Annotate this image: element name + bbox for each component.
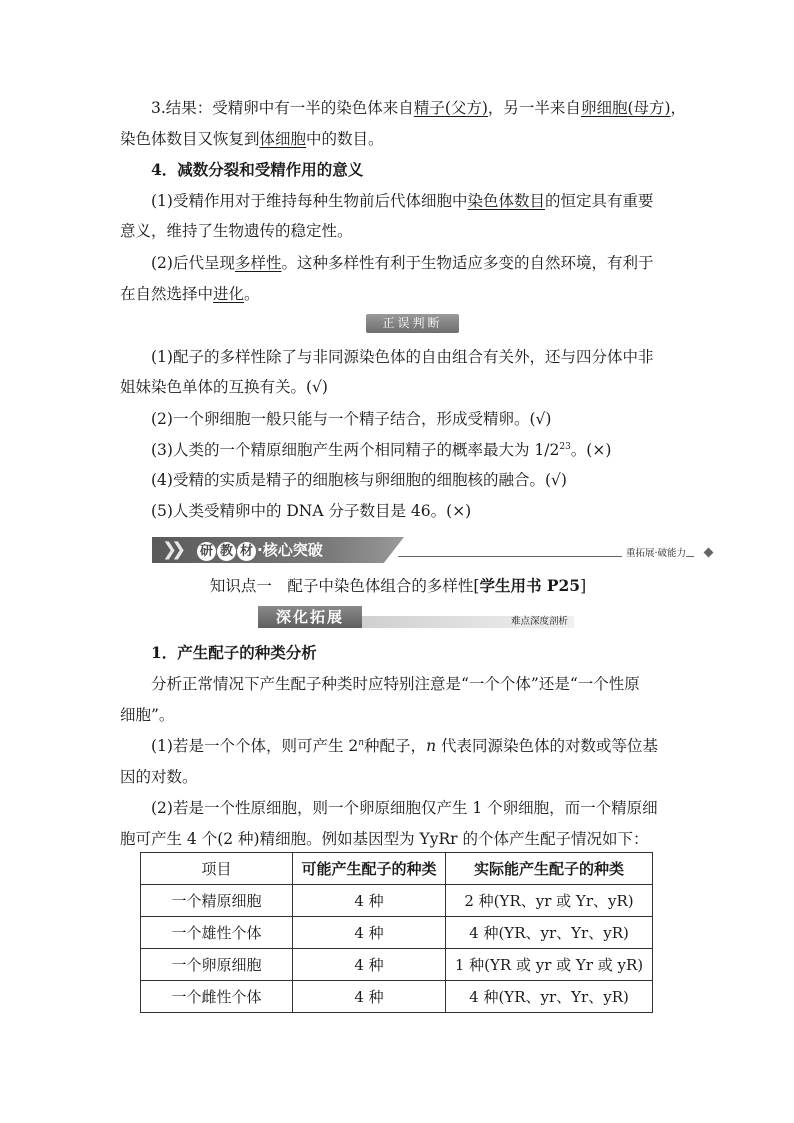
banner-subtitle: 重拓展·破能力 bbox=[622, 545, 686, 559]
significance-p2-line1: (2)后代呈现多样性。这种多样性有利于生物适应多变的自然环境，有利于 bbox=[151, 254, 654, 272]
significance-p2-line2: 在自然选择中进化。 bbox=[120, 285, 260, 303]
diamond-icon bbox=[704, 548, 714, 558]
table-cell: 4 种(YR、yr、Yr、yR) bbox=[446, 981, 653, 1013]
table-header-cell: 实际能产生配子的种类 bbox=[446, 853, 653, 885]
analysis-p3-line2: 胞可产生 4 个(2 种)精细胞。例如基因型为 YyRr 的个体产生配子情况如下： bbox=[120, 830, 649, 848]
table-cell: 2 种(YR、yr 或 Yr、yR) bbox=[446, 885, 653, 917]
table-header-row bbox=[141, 853, 653, 885]
table-header-cell: 可能产生配子的种类 bbox=[293, 853, 446, 885]
table-cell: 一个卵原细胞 bbox=[141, 949, 293, 981]
underline-chromosome-number: 染色体数目 bbox=[467, 192, 545, 210]
significance-p1-line2: 意义，维持了生物遗传的稳定性。 bbox=[120, 222, 353, 240]
true-false-badge: 正误判断 bbox=[366, 314, 459, 333]
analysis-p1-line1: 分析正常情况下产生配子种类时应特别注意是“一个个体”还是“一个性原 bbox=[151, 675, 640, 693]
analysis-p1-line2: 细胞”。 bbox=[120, 706, 175, 724]
sub-banner-subtitle: 难点深度剖析 bbox=[510, 616, 568, 627]
gamete-types-table bbox=[140, 852, 653, 1013]
sub-banner bbox=[258, 606, 574, 628]
table-header-cell: 项目 bbox=[141, 853, 293, 885]
underline-somatic: 体细胞 bbox=[259, 130, 307, 148]
table-row bbox=[141, 917, 653, 949]
table-cell: 一个雄性个体 bbox=[141, 917, 293, 949]
table-cell: 4 种(YR、yr、Yr、yR) bbox=[446, 917, 653, 949]
knowledge-point-title: 知识点一 配子中染色体组合的多样性[学生用书 P25] bbox=[209, 576, 587, 595]
judge-q3: (3)人类的一个精原细胞产生两个相同精子的概率最大为 $1/2^{23}$。(×) bbox=[151, 441, 612, 459]
significance-heading: 4．减数分裂和受精作用的意义 bbox=[151, 160, 364, 179]
judge-q4: (4)受精的实质是精子的细胞核与卵细胞的细胞核的融合。(√) bbox=[151, 471, 567, 489]
sub-banner-title: 深化拓展 bbox=[258, 606, 362, 628]
underline-sperm: 精子(父方) bbox=[413, 99, 488, 117]
banner-title: 研 教 材 ·核心突破 bbox=[197, 540, 323, 560]
analysis-p2-line1: (1)若是一个个体，则可产生 2$^n$种配子，n 代表同源染色体的对数或等位基 bbox=[151, 737, 658, 755]
analysis-p3-line1: (2)若是一个性原细胞，则一个卵原细胞仅产生 1 个卵细胞，而一个精原细 bbox=[151, 799, 658, 817]
judge-q5: (5)人类受精卵中的 DNA 分子数目是 46。(×) bbox=[151, 502, 472, 520]
table-cell: 4 种 bbox=[293, 949, 446, 981]
table-cell: 一个雌性个体 bbox=[141, 981, 293, 1013]
table-row bbox=[141, 981, 653, 1013]
analysis-p2-line2: 因的对数。 bbox=[120, 768, 198, 786]
underline-evolution: 进化 bbox=[213, 285, 245, 303]
analysis-heading: 1．产生配子的种类分析 bbox=[151, 643, 317, 662]
table-cell: 1 种(YR 或 yr 或 Yr 或 yR) bbox=[446, 949, 653, 981]
table-row bbox=[141, 885, 653, 917]
table-cell: 4 种 bbox=[293, 981, 446, 1013]
underline-diversity: 多样性 bbox=[234, 254, 282, 272]
judge-q1-line1: (1)配子的多样性除了与非同源染色体的自由组合有关外，还与四分体中非 bbox=[151, 348, 654, 366]
judge-q1-line2: 姐妹染色单体的互换有关。(√) bbox=[120, 378, 328, 396]
table-row bbox=[141, 949, 653, 981]
judge-q2: (2)一个卵细胞一般只能与一个精子结合，形成受精卵。(√) bbox=[151, 410, 552, 428]
table-cell: 4 种 bbox=[293, 917, 446, 949]
double-chevron-icon: ❯❯ bbox=[162, 539, 181, 560]
result-paragraph-line1: 3.结果：受精卵中有一半的染色体来自精子(父方)，另一半来自卵细胞(母方)， bbox=[151, 99, 687, 117]
section-banner bbox=[152, 537, 712, 563]
significance-p1-line1: (1)受精作用对于维持每种生物前后代体细胞中染色体数目的恒定具有重要 bbox=[151, 192, 654, 210]
result-paragraph-line2: 染色体数目又恢复到体细胞中的数目。 bbox=[120, 130, 384, 148]
underline-egg: 卵细胞(母方) bbox=[580, 99, 671, 117]
table-cell: 一个精原细胞 bbox=[141, 885, 293, 917]
table-cell: 4 种 bbox=[293, 885, 446, 917]
